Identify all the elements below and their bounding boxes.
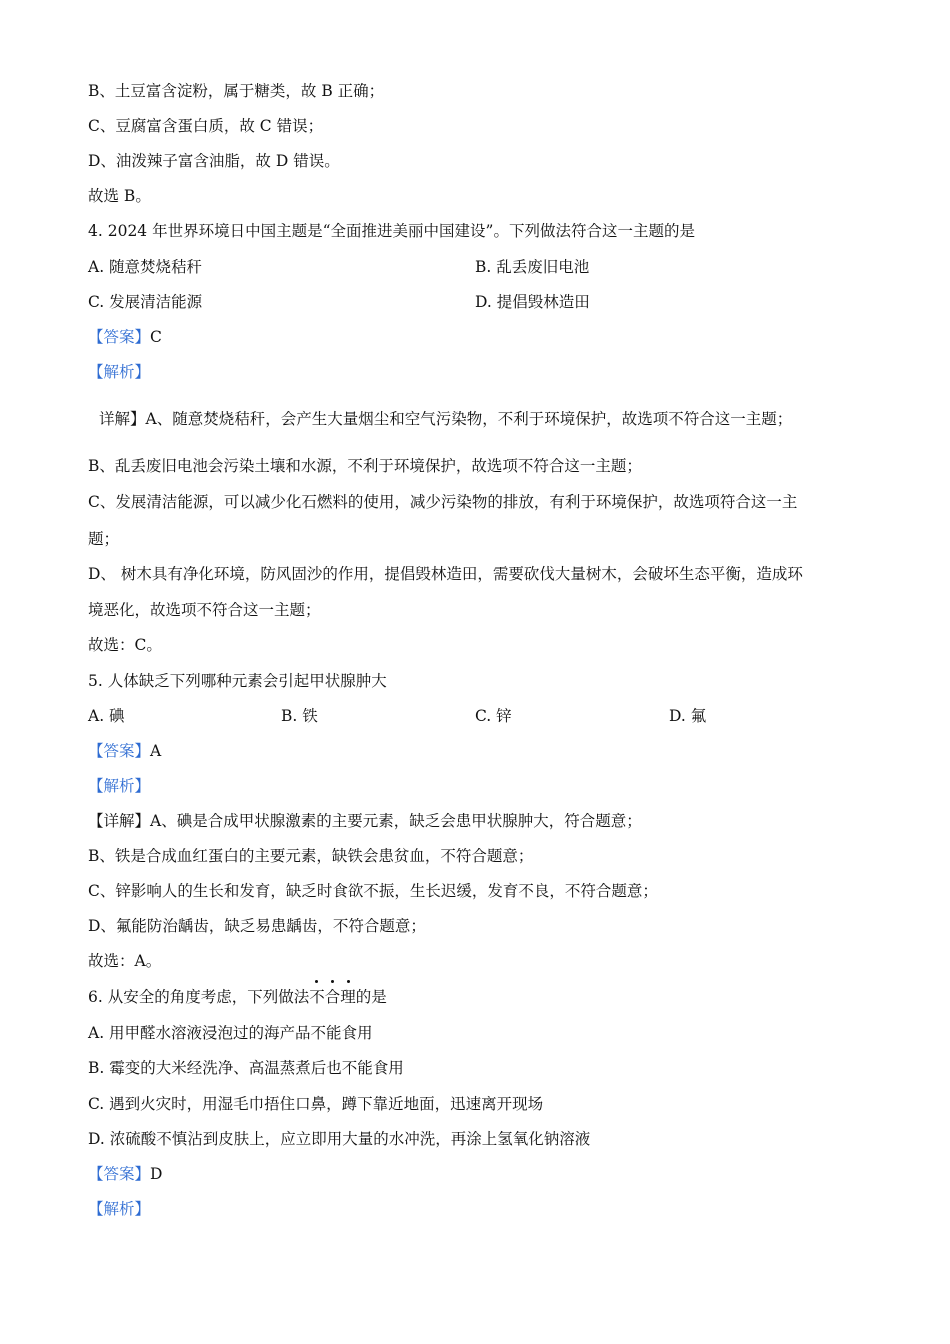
q4-detail-d-line1: D、 树木具有净化环境，防风固沙的作用，提倡毁林造田，需要砍伐大量树木，会破坏生态平衡，造成环 — [88, 565, 803, 583]
q5-detail-b: B、铁是合成血红蛋白的主要元素，缺铁会患贫血，不符合题意； — [88, 847, 534, 865]
q6-option-c: C. 遇到火灾时，用湿毛巾捂住口鼻，蹲下靠近地面，迅速离开现场 — [88, 1095, 544, 1113]
q5-analysis-tag: 【解析】 — [88, 777, 151, 795]
q6-option-a: A. 用甲醛水溶液浸泡过的海产品不能食用 — [88, 1024, 373, 1042]
answer-tag: 【答案】 — [88, 1165, 151, 1183]
q4-detail-c-line1: C、发展清洁能源，可以减少化石燃料的使用，减少污染物的排放，有利于环境保护，故选项符合这一主 — [88, 493, 798, 511]
q4-option-a: A. 随意焚烧秸秆 — [88, 258, 203, 276]
q5-option-a: A. 碘 — [88, 707, 125, 725]
q6-analysis-tag: 【解析】 — [88, 1200, 151, 1218]
q4-stem: 4. 2024 年世界环境日中国主题是“全面推进美丽中国建设”。下列做法符合这一主题的是 — [88, 222, 695, 240]
q3-option-c-explanation: C、豆腐富含蛋白质，故 C 错误； — [88, 117, 324, 135]
q5-option-d: D. 氟 — [669, 707, 707, 725]
q6-answer — [88, 1163, 162, 1185]
q3-choice: 故选 B。 — [88, 187, 151, 205]
q4-option-c: C. 发展清洁能源 — [88, 293, 203, 311]
q6-stem-pre: 6. 从安全的角度考虑，下列做法 — [88, 988, 310, 1006]
q6-option-d: D. 浓硫酸不慎沾到皮肤上，应立即用大量的水冲洗，再涂上氢氧化钠溶液 — [88, 1130, 591, 1148]
detail-a-text: A、碘是合成甲状腺激素的主要元素，缺乏会患甲状腺肿大，符合题意； — [150, 812, 642, 830]
answer-tag: 【答案】 — [88, 742, 151, 760]
q5-detail-d: D、氟能防治龋齿，缺乏易患龋齿，不符合题意； — [88, 917, 426, 935]
q4-detail-b: B、乱丢废旧电池会污染土壤和水源，不利于环境保护，故选项不符合这一主题； — [88, 457, 642, 475]
q5-answer — [88, 740, 161, 762]
q4-analysis-tag: 【解析】 — [88, 363, 151, 381]
q4-choice: 故选：C。 — [88, 636, 162, 654]
answer-value: C — [150, 328, 162, 346]
emphasis-char: 合 — [324, 988, 341, 1006]
q3-option-d-explanation: D、油泼辣子富含油脂，故 D 错误。 — [88, 152, 340, 170]
answer-value: D — [150, 1165, 163, 1183]
q4-detail-c-line2: 题； — [88, 530, 120, 548]
emphasis-char: 理 — [340, 988, 356, 1006]
q5-detail-a — [88, 810, 642, 832]
q5-option-b: B. 铁 — [281, 707, 318, 725]
q5-detail-c: C、锌影响人的生长和发育，缺乏时食欲不振，生长迟缓，发育不良，不符合题意； — [88, 882, 658, 900]
q5-choice: 故选：A。 — [88, 952, 162, 970]
q4-option-d: D. 提倡毁林造田 — [475, 293, 590, 311]
answer-value: A — [150, 742, 162, 760]
q5-stem: 5. 人体缺乏下列哪种元素会引起甲状腺肿大 — [88, 672, 387, 690]
q4-option-b: B. 乱丢废旧电池 — [475, 258, 590, 276]
q6-option-b: B. 霉变的大米经洗净、高温蒸煮后也不能食用 — [88, 1059, 404, 1077]
q4-detail-d-line2: 境恶化，故选项不符合这一主题； — [88, 601, 321, 619]
q5-option-c: C. 锌 — [475, 707, 512, 725]
emphasis-char: 不 — [309, 988, 325, 1006]
q6-stem-post: 的是 — [355, 988, 387, 1006]
q4-answer — [88, 326, 162, 348]
q4-detail-a: 详解】A、随意焚烧秸秆，会产生大量烟尘和空气污染物，不利于环境保护，故选项不符合这一主题； — [99, 410, 793, 428]
answer-tag: 【答案】 — [88, 328, 151, 346]
detail-tag: 【详解】 — [88, 812, 151, 830]
q6-stem — [88, 986, 387, 1008]
q3-option-b-explanation: B、土豆富含淀粉，属于糖类，故 B 正确； — [88, 82, 385, 100]
